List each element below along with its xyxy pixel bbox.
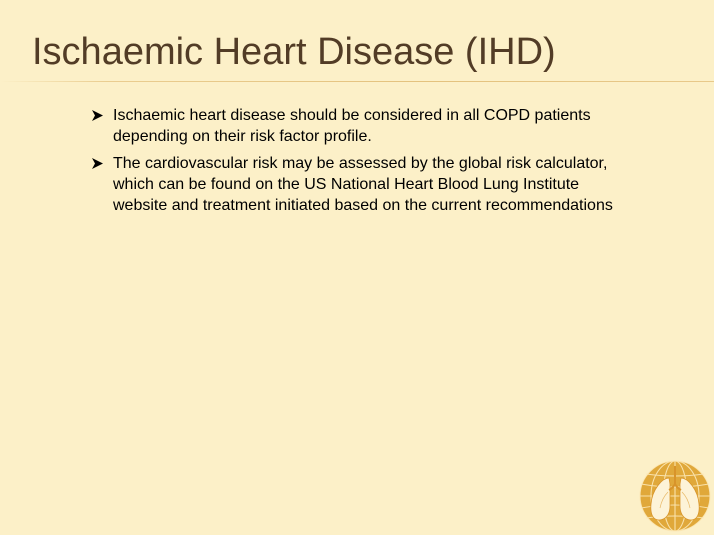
arrow-bullet-icon xyxy=(92,158,103,169)
bullet-text: Ischaemic heart disease should be considered in all COPD patients depending on their risk factor profile. xyxy=(113,107,591,145)
bullet-item xyxy=(92,105,632,147)
bullet-text: The cardiovascular risk may be assessed by the global risk calculator, which can be found on the US National Heart Blood Lung Institute website and treatment initiated based on the current recommendations xyxy=(113,155,613,214)
bullet-item xyxy=(92,153,632,216)
title-divider xyxy=(0,81,714,82)
bullet-list xyxy=(92,105,632,222)
arrow-bullet-icon xyxy=(92,110,103,121)
slide-title: Ischaemic Heart Disease (IHD) xyxy=(32,31,556,73)
lungs-globe-logo-icon xyxy=(638,460,712,532)
